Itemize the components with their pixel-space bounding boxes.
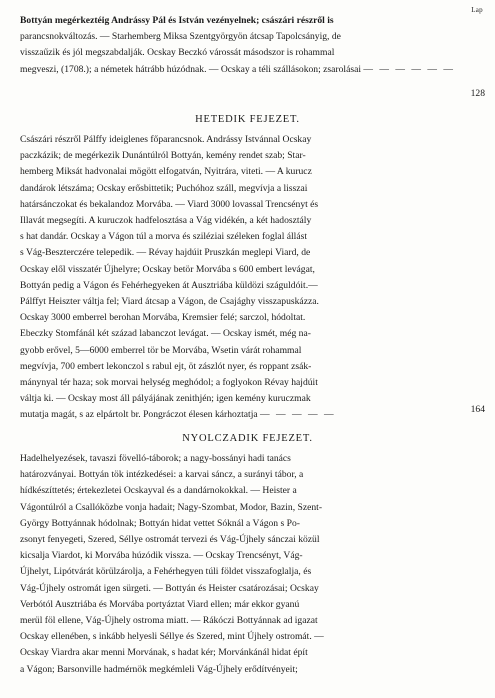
text-line: zsonyt fenyegeti, Szered, Séllye ostromát tervezi és Vág-Újhely sánczai közül <box>20 534 320 546</box>
text-line: határozványai. Bottyán tök intézkedései: a karvai sáncz, a surányi tábor, a <box>20 469 304 481</box>
text-line: megvívja, 700 embert lekonczol s rabul ejt, öt zászlót nyer, és roppant zsák- <box>20 360 312 372</box>
text-line: Császári részről Pálffy ideiglenes főparancsnok. Andrássy Istvánnal Ocskay <box>20 134 312 145</box>
page-reference: 164 <box>470 404 485 415</box>
text-line: határsánczokat és bekalandoz Morvába. — Viard 3000 lovassal Trencsényt és <box>20 198 319 210</box>
text-line: Bottyán pedig a Vágon és Fehérhegyeken át Ausztriába küldözi száguldóit.— <box>20 279 318 291</box>
text-line: Ocskay elől visszatér Újhelyre; Ocskay betör Morvába s 600 embert levágat, <box>20 263 315 275</box>
text-line: mutatja magát, s az elpártolt br. Pongráczot élesen kárhoztatja <box>20 409 258 421</box>
text-line: váltja ki. — Ocskay most áll pályájának zenithjén; igen kemény kuruczmak <box>20 393 311 405</box>
text-line: Vág-Újhely ostromát igen sürgeti. — Bottyán és Heister csatározásai; Ocskay <box>20 582 319 594</box>
text-line: s Vág-Beszterczére telepedik. — Révay hajdúit Pruszkán meglepi Viard, de <box>20 247 311 259</box>
text-line: Ocskay 3000 emberrel berohan Morvába, Kremsier felé; sarczol, hódoltat. <box>20 312 306 324</box>
intro-paragraph <box>20 13 472 78</box>
text-line: a Vágon; Barsonville hadmérnök megkémleli Vág-Újhely erődítvényeit; <box>20 663 298 675</box>
text-line: Újhelyt, Lipótvárát körülzárolja, a Fehérhegyen túli földet visszafoglalja, és <box>20 566 312 578</box>
text-line: hídkészíttetés; értekezletei Ocskayval és a dandárnokokkal. — Heister a <box>20 485 297 497</box>
text-line: György Bottyánnak hódolnak; Bottyán hidat vettet Sóknál a Vágon s Po- <box>20 517 300 529</box>
text-line-with-leader <box>20 62 472 78</box>
text-line: parancsnokváltozás. — Starhemberg Miksa Szentgyörgyön átcsap Tapolcsányig, de <box>20 31 341 43</box>
page-reference: 128 <box>470 88 485 99</box>
text-line: mánynyal tér haza; sok morvai helység meghódol; a foglyokon Révay hajdúit <box>20 377 318 389</box>
text-line-with-leader <box>20 407 472 423</box>
corner-label: Lap <box>471 6 483 14</box>
text-line: dandárok létszáma; Ocskay erősbittetik; Puchóhoz száll, megvívja a lisszai <box>20 182 308 194</box>
dot-leader: — — — — — <box>260 409 336 421</box>
text-line: Ebeczky Stomfánál két század labanczot levágat. — Ocskay ismét, még na- <box>20 328 311 340</box>
text-line: kicsalja Viardot, ki Morvába húzódik vissza. — Ocskay Trencsényt, Vág- <box>20 550 303 562</box>
text-line: Ocskay Viardra akar menni Morvának, s hadat kér; Morvánkánál hidat épít <box>20 647 308 659</box>
text-line: megveszi, (1708.); a németek hátrább húzódnak. — Ocskay a téli szállásokon; zsarolásai <box>20 63 361 75</box>
text-line: paczkázik; de megérkezik Dunántúlról Bottyán, kemény rendet szab; Star- <box>20 150 306 162</box>
dot-leader: — — — — — — <box>363 63 455 75</box>
text-line: Pálffyt Heiszter váltja fel; Viard átcsap a Vágon, de Csajághy visszapuskázza. <box>20 296 319 308</box>
text-line: Vágontúlról a Csallóközbe vonja hadait; Nagy-Szombat, Modor, Bazin, Szent- <box>20 501 323 513</box>
text-line: Hadelhelyezések, tavaszi fövelló-táborok; a nagy-bossányi hadi tanács <box>20 453 291 464</box>
text-line: Ocskay ellenében, s inkább helyesli Séllye és Szered, mint Újhely ostromát. — <box>20 631 324 643</box>
chapter-heading: NYOLCZADIK FEJEZET. <box>182 433 313 444</box>
text-line: visszaűzik és jól megszabdalják. Ocskay Beczkó várossát másodszor is rohammal <box>20 47 335 59</box>
text-line: gyobb erővel, 5—6000 emberrel tör be Morvába, Wsetin várát rohammal <box>20 344 302 356</box>
text-line: merül föl ellene, Vág-Újhely ostroma miatt. — Rákóczi Bottyánnak ad igazat <box>20 615 318 627</box>
text-line: Illavát megsegíti. A kuruczok hadfelosztása a Vág vidékén, a két hadosztály <box>20 215 312 227</box>
chapter-summary <box>20 132 472 424</box>
text-line: Bottyán megérkeztéig Andrássy Pál és István vezényelnek; császári részről is <box>20 15 334 26</box>
text-line: hemberg Miksát hadvonalai mögött elfogatván, Nyitrára, viteti. — A kurucz <box>20 166 312 178</box>
text-line: Verbótól Ausztriába és Morvába portyáztat Viard ellen; már ekkor gyanú <box>20 598 300 610</box>
text-line: s hat dandár. Ocskay a Vágon túl a morva és sziléziai széleken foglal állást <box>20 231 308 243</box>
chapter-heading: HETEDIK FEJEZET. <box>195 114 300 125</box>
chapter-summary <box>20 451 472 678</box>
